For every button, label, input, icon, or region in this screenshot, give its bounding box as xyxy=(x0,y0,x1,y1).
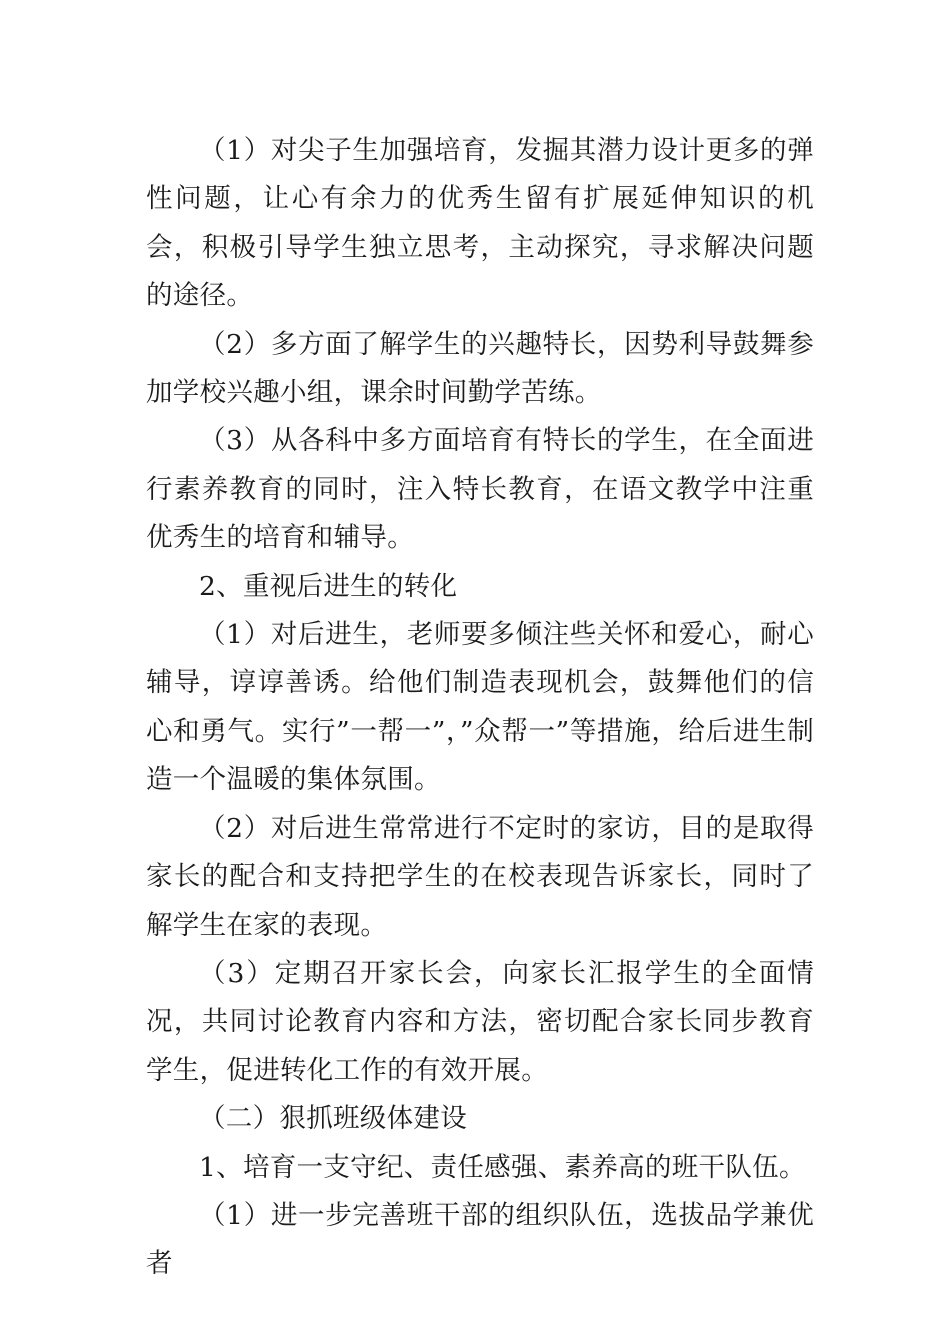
heading-class-cadres: 1、培育一支守纪、责任感强、素养高的班干队伍。 xyxy=(199,1151,806,1183)
document-body xyxy=(146,127,814,1289)
paragraph-top-students-2: （2）多方面了解学生的兴趣特长，因势利导鼓舞参加学校兴趣小组，课余时间勤学苦练。 xyxy=(146,328,814,409)
paragraph-underachievers-3: （3）定期召开家长会，向家长汇报学生的全面情况，共同讨论教育内容和方法，密切配合家长同步教育学生，促进转化工作的有效开展。 xyxy=(146,957,814,1086)
heading-underachievers: 2、重视后进生的转化 xyxy=(199,570,458,602)
paragraph-underachievers-2: （2）对后进生常常进行不定时的家访，目的是取得家长的配合和支持把学生的在校表现告诉家长，同时了解学生在家的表现。 xyxy=(146,812,814,941)
paragraph-top-students-3: （3）从各科中多方面培育有特长的学生，在全面进行素养教育的同时，注入特长教育，在语文教学中注重优秀生的培育和辅导。 xyxy=(146,425,814,554)
paragraph-top-students-1: （1）对尖子生加强培育，发掘其潜力设计更多的弹性问题，让心有余力的优秀生留有扩展延伸知识的机会，积极引导学生独立思考，主动探究，寻求解决问题的途径。 xyxy=(146,135,814,312)
heading-class-building: （二）狠抓班级体建设 xyxy=(199,1103,467,1135)
paragraph-class-cadres-1: （1）进一步完善班干部的组织队伍，选拔品学兼优者 xyxy=(146,1199,814,1280)
paragraph-underachievers-1: （1）对后进生，老师要多倾注些关怀和爱心，耐心辅导，谆谆善诱。给他们制造表现机会，鼓舞他们的信心和勇气。实行”一帮一”，”众帮一”等措施，给后进生制造一个温暖的集体氛围。 xyxy=(146,619,814,796)
